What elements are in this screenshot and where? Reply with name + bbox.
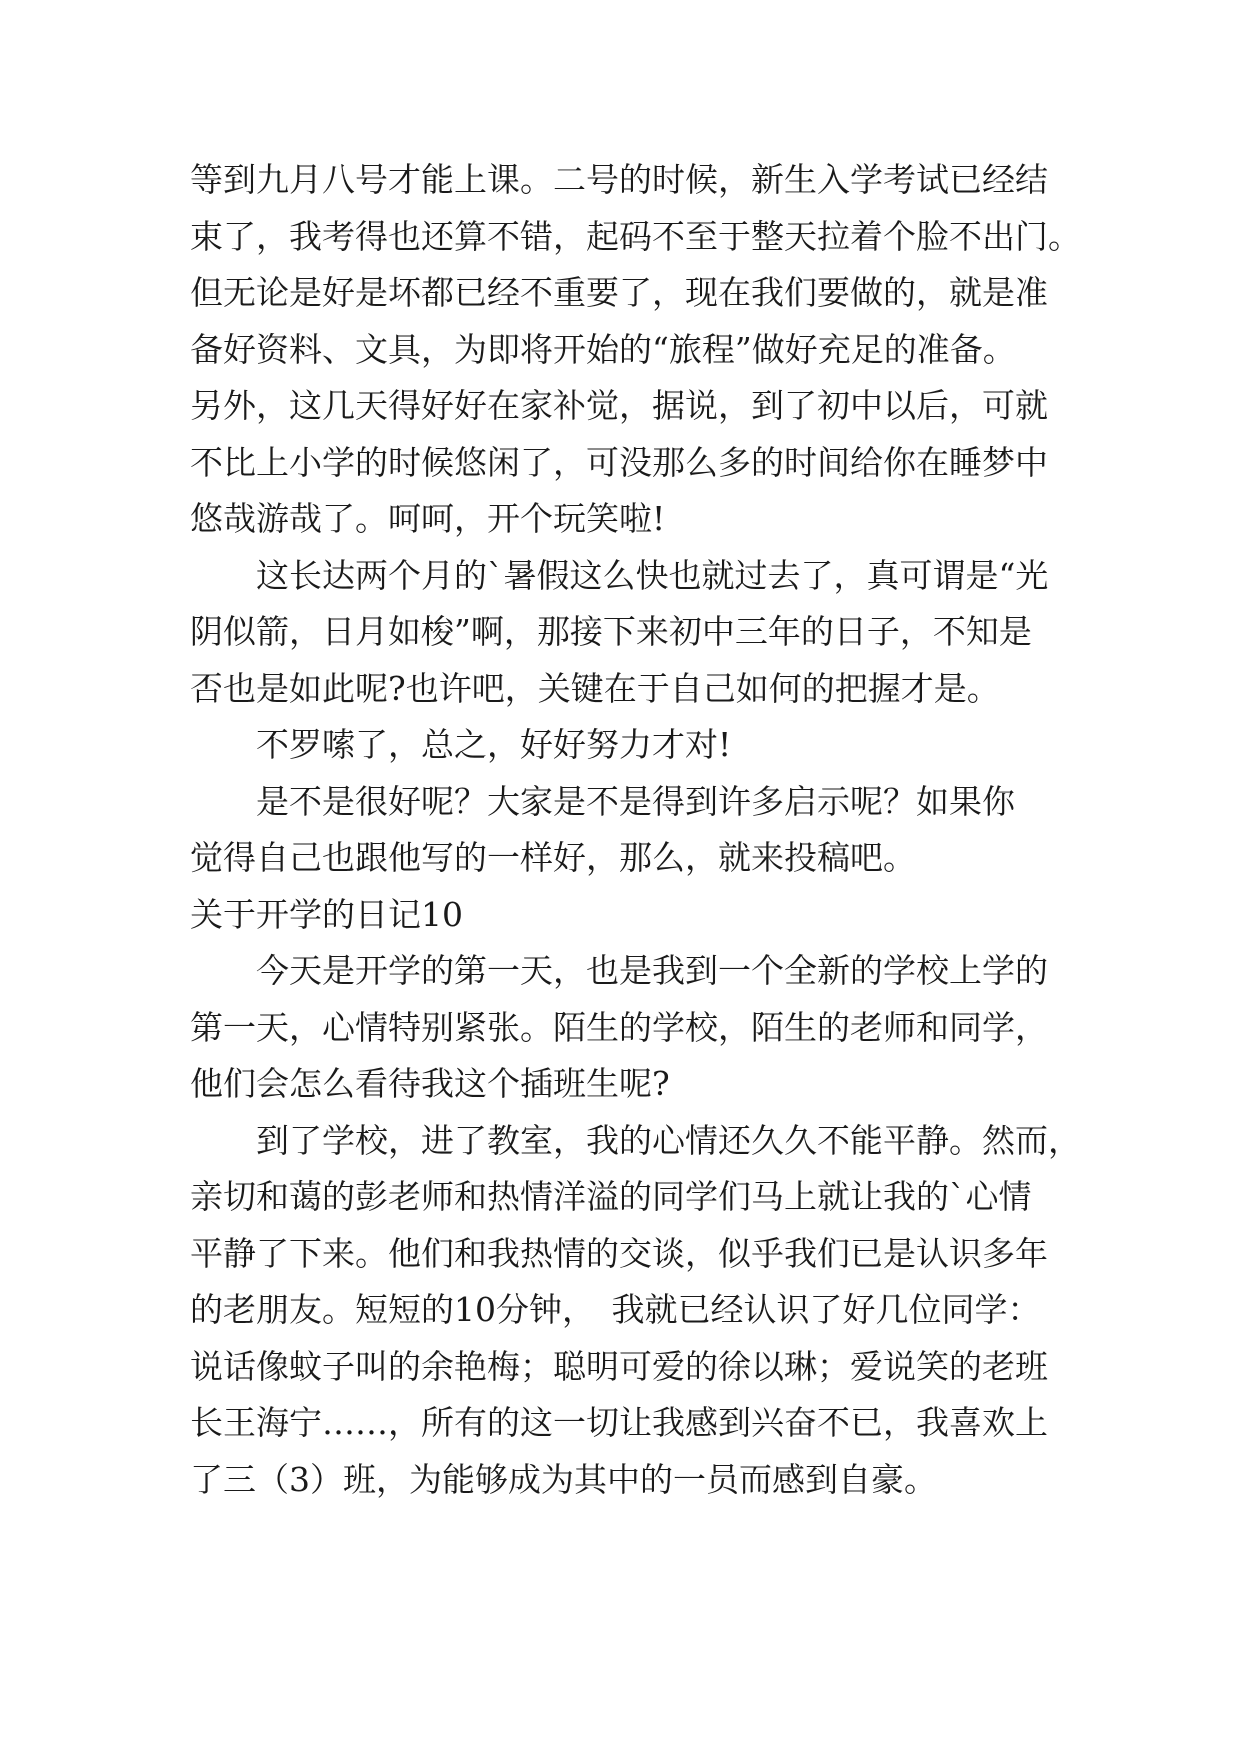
text-line: 悠哉游哉了。呵呵，开个玩笑啦! [190, 499, 666, 538]
text-line: 等到九月八号才能上课。二号的时候，新生入学考试已经结 [190, 160, 1048, 199]
text-line: 另外，这几天得好好在家补觉，据说，到了初中以后，可就 [190, 386, 1048, 425]
text-line: 说话像蚊子叫的余艳梅；聪明可爱的徐以琳；爱说笑的老班 [190, 1347, 1048, 1386]
text-line: 觉得自己也跟他写的一样好，那么，就来投稿吧。 [190, 838, 916, 877]
text-line: 不罗嗦了，总之，好好努力才对! [256, 725, 732, 764]
text-line: 他们会怎么看待我这个插班生呢? [190, 1064, 670, 1103]
text-line: 亲切和蔼的彭老师和热情洋溢的同学们马上就让我的`心情 [190, 1177, 1032, 1216]
text-line: 平静了下来。他们和我热情的交谈，似乎我们已是认识多年 [190, 1234, 1048, 1273]
text-line: 但无论是好是坏都已经不重要了，现在我们要做的，就是准 [190, 273, 1048, 312]
text-line: 是不是很好呢？大家是不是得到许多启示呢？如果你 [256, 782, 1015, 821]
text-line: 备好资料、文具，为即将开始的“旅程”做好充足的准备。 [190, 330, 1016, 369]
text-line: 今天是开学的第一天，也是我到一个全新的学校上学的 [256, 951, 1048, 990]
text-line: 这长达两个月的`暑假这么快也就过去了，真可谓是“光 [256, 556, 1049, 595]
text-line: 了三（3）班，为能够成为其中的一员而感到自豪。 [190, 1460, 937, 1499]
text-line: 不比上小学的时候悠闲了，可没那么多的时间给你在睡梦中 [190, 443, 1048, 482]
text-line: 束了，我考得也还算不错，起码不至于整天拉着个脸不出门。 [190, 217, 1081, 256]
text-line: 阴似箭，日月如梭”啊，那接下来初中三年的日子，不知是 [190, 612, 1032, 651]
text-line: 否也是如此呢?也许吧，关键在于自己如何的把握才是。 [190, 669, 1000, 708]
text-line: 到了学校，进了教室，我的心情还久久不能平静。然而， [256, 1121, 1081, 1160]
text-line: 长王海宁……，所有的这一切让我感到兴奋不已，我喜欢上 [190, 1403, 1048, 1442]
text-line: 的老朋友。短短的10分钟， 我就已经认识了好几位同学： [190, 1290, 1041, 1329]
text-line: 第一天，心情特别紧张。陌生的学校，陌生的老师和同学， [190, 1008, 1048, 1047]
section-heading: 关于开学的日记10 [190, 895, 463, 934]
